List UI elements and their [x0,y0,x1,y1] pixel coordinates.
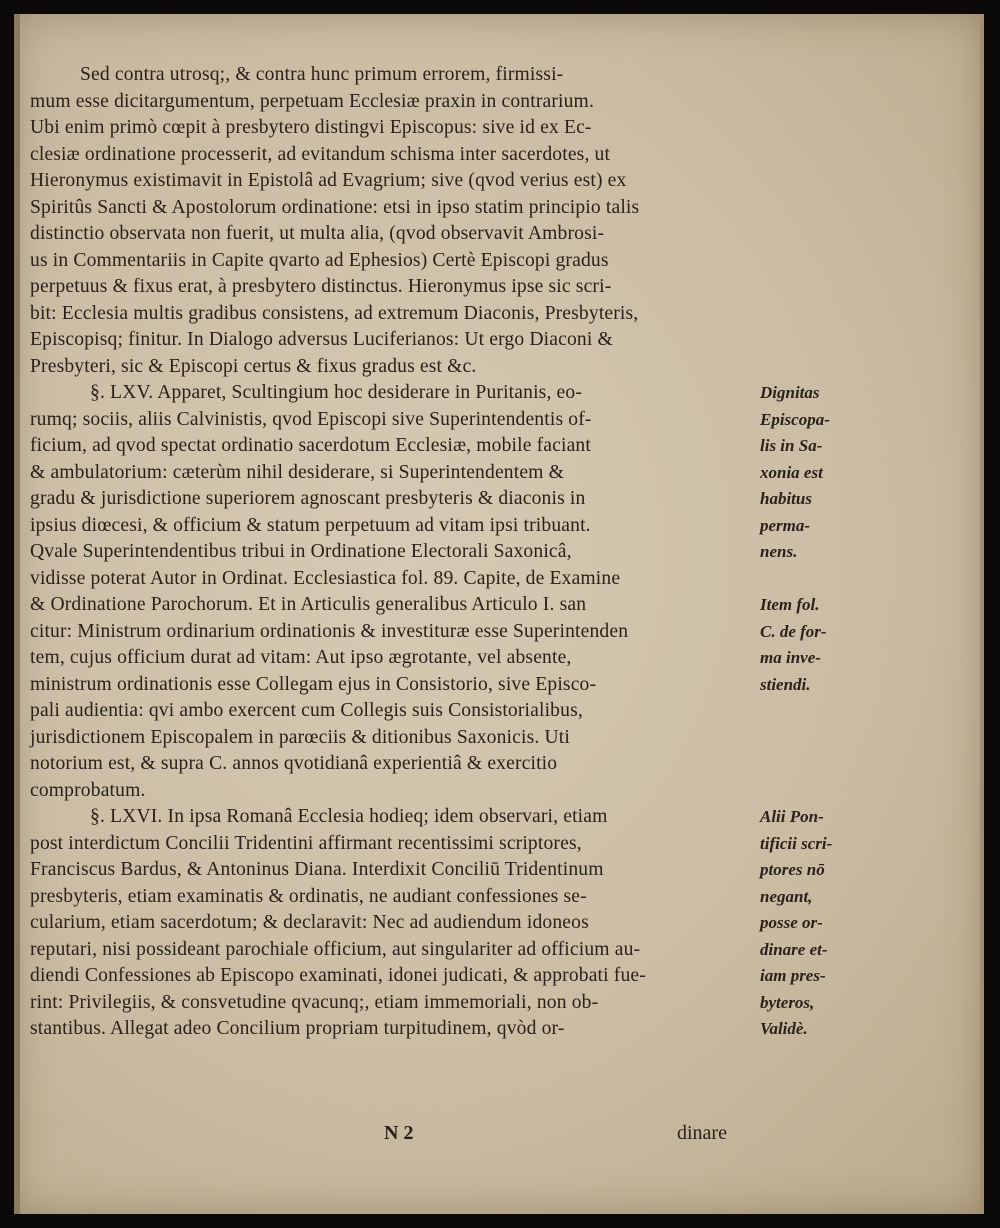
margin-note: byteros, [760,992,815,1012]
margin-note: lis in Sa- [760,436,823,455]
text-line: Presbyteri, sic & Episcopi certus & fixus gradus est &c. [30,355,477,377]
margin-spacer [760,248,850,275]
margin-note: ma inve- [760,648,821,667]
text-line: Ubi enim primò cœpit à presbytero distingvi Episcopus: sive id ex Ec- [30,117,592,138]
margin-note: tificii scri- [760,833,833,853]
text-line: us in Commentariis in Capite qvarto ad Ephesios) Certè Episcopi gradus [30,249,609,271]
text-line: reputari, nisi possideant parochiale officium, aut singulariter ad officium au- [30,938,641,960]
margin-spacer [760,221,850,248]
marginalia-column [760,62,850,1043]
section-lxvi-start: §. LXVI. In ipsa Romanâ Ecclesia hodieq; idem observari, etiam [90,806,608,827]
margin-note: habitus [760,489,812,508]
margin-spacer [760,115,850,142]
margin-spacer [760,195,850,222]
margin-note: ptores nō [760,860,825,879]
margin-note: iam pres- [760,966,826,985]
page-left-edge [14,14,20,1214]
text-line: cularium, etiam sacerdotum; & declaravit: Nec ad audiendum idoneos [30,912,589,933]
text-line: clesiæ ordinatione processerit, ad evitandum schisma inter sacerdotes, ut [30,143,611,165]
text-line: & Ordinatione Parochorum. Et in Articulis generalibus Articulo I. san [30,594,587,615]
page-right-edge [980,14,984,1214]
margin-note: negant, [760,886,813,906]
margin-note: stiendi. [760,674,811,694]
text-line: diendi Confessiones ab Episcopo examinati, idonei judicati, & approbati fue- [30,965,646,986]
margin-note: Dignitas [760,383,820,402]
text-line: vidisse poterat Autor in Ordinat. Ecclesiastica fol. 89. Capite, de Examine [30,567,621,589]
margin-note: posse or- [760,913,823,932]
margin-spacer [760,301,850,328]
text-line: Sed contra utrosq;, & contra hunc primum errorem, firmissi- [80,64,564,85]
text-line: rint: Privilegiis, & consvetudine qvacunq;, etiam immemoriali, non ob- [30,991,599,1013]
margin-spacer [760,62,850,89]
text-line: comprobatum. [30,779,146,801]
text-line: stantibus. Allegat adeo Concilium propriam turpitudinem, qvòd or- [30,1018,565,1039]
text-line: tem, cujus officium durat ad vitam: Aut ipso ægrotante, vel absente, [30,647,572,668]
text-line: jurisdictionem Episcopalem in parœciis & ditionibus Saxonicis. Uti [30,726,570,748]
margin-spacer [760,751,850,778]
margin-note: Episcopa- [760,409,830,429]
margin-spacer [760,274,850,301]
text-line: Spiritûs Sancti & Apostolorum ordinatione: etsi in ipso statim principio talis [30,196,640,218]
margin-spacer [760,698,850,725]
text-line: ipsius diœcesi, & officium & statum perpetuum ad vitam ipsi tribuant. [30,514,591,536]
text-line: ficium, ad qvod spectat ordinatio sacerdotum Ecclesiæ, mobile faciant [30,435,591,456]
text-line: Episcopisq; finitur. In Dialogo adversus Luciferianos: Ut ergo Diaconi & [30,329,613,350]
catchword: dinare [677,1122,727,1144]
text-line: bit: Ecclesia multis gradibus consistens, ad extremum Diaconis, Presbyteris, [30,302,639,324]
margin-spacer [760,89,850,116]
text-line: citur: Ministrum ordinarium ordinationis & investituræ esse Superintenden [30,620,629,642]
text-line: post interdictum Concilii Tridentini affirmant recentissimi scriptores, [30,832,582,854]
text-line: gradu & jurisdictione superiorem agnoscant presbyteris & diaconis in [30,488,586,509]
margin-note: Validè. [760,1019,808,1038]
text-line: ministrum ordinationis esse Collegam ejus in Consistorio, sive Episco- [30,673,597,695]
signature-mark: N 2 [384,1122,414,1144]
text-line: presbyteris, etiam examinatis & ordinatis, ne audiant confessiones se- [30,885,587,907]
margin-note: xonia est [760,462,823,482]
text-line: Hieronymus existimavit in Epistolâ ad Evagrium; sive (qvod verius est) ex [30,170,627,191]
margin-note: Alii Pon- [760,807,824,826]
main-text-block [30,62,754,1043]
margin-note: dinare et- [760,939,828,959]
text-line: Qvale Superintendentibus tribui in Ordinatione Electorali Saxonicâ, [30,541,572,562]
margin-spacer [760,327,850,354]
margin-note: nens. [760,542,798,561]
text-line: distinctio observata non fuerit, ut multa alia, (qvod observavit Ambrosi- [30,223,605,244]
margin-spacer [760,778,850,805]
margin-spacer [760,566,850,593]
text-line: Franciscus Bardus, & Antoninus Diana. Interdixit Conciliū Tridentinum [30,859,604,880]
text-line: mum esse dicitargumentum, perpetuam Ecclesiæ praxin in contrarium. [30,90,594,112]
text-line: rumq; sociis, aliis Calvinistis, qvod Episcopi sive Superintendentis of- [30,408,592,430]
book-page [14,14,984,1214]
margin-spacer [760,142,850,169]
text-line: pali audientia: qvi ambo exercent cum Collegis suis Consistorialibus, [30,700,583,721]
margin-note: C. de for- [760,621,827,641]
margin-spacer [760,354,850,381]
margin-spacer [760,725,850,752]
margin-spacer [760,168,850,195]
text-line: notorium est, & supra C. annos qvotidianâ experientiâ & exercitio [30,753,558,774]
margin-note: Item fol. [760,595,820,614]
margin-note: perma- [760,515,811,535]
section-lxv-start: §. LXV. Apparet, Scultingium hoc desiderare in Puritanis, eo- [90,382,583,403]
text-line: perpetuus & fixus erat, à presbytero distinctus. Hieronymus ipse sic scri- [30,276,612,297]
text-line: & ambulatorium: cæterùm nihil desiderare, si Superintendentem & [30,461,565,483]
